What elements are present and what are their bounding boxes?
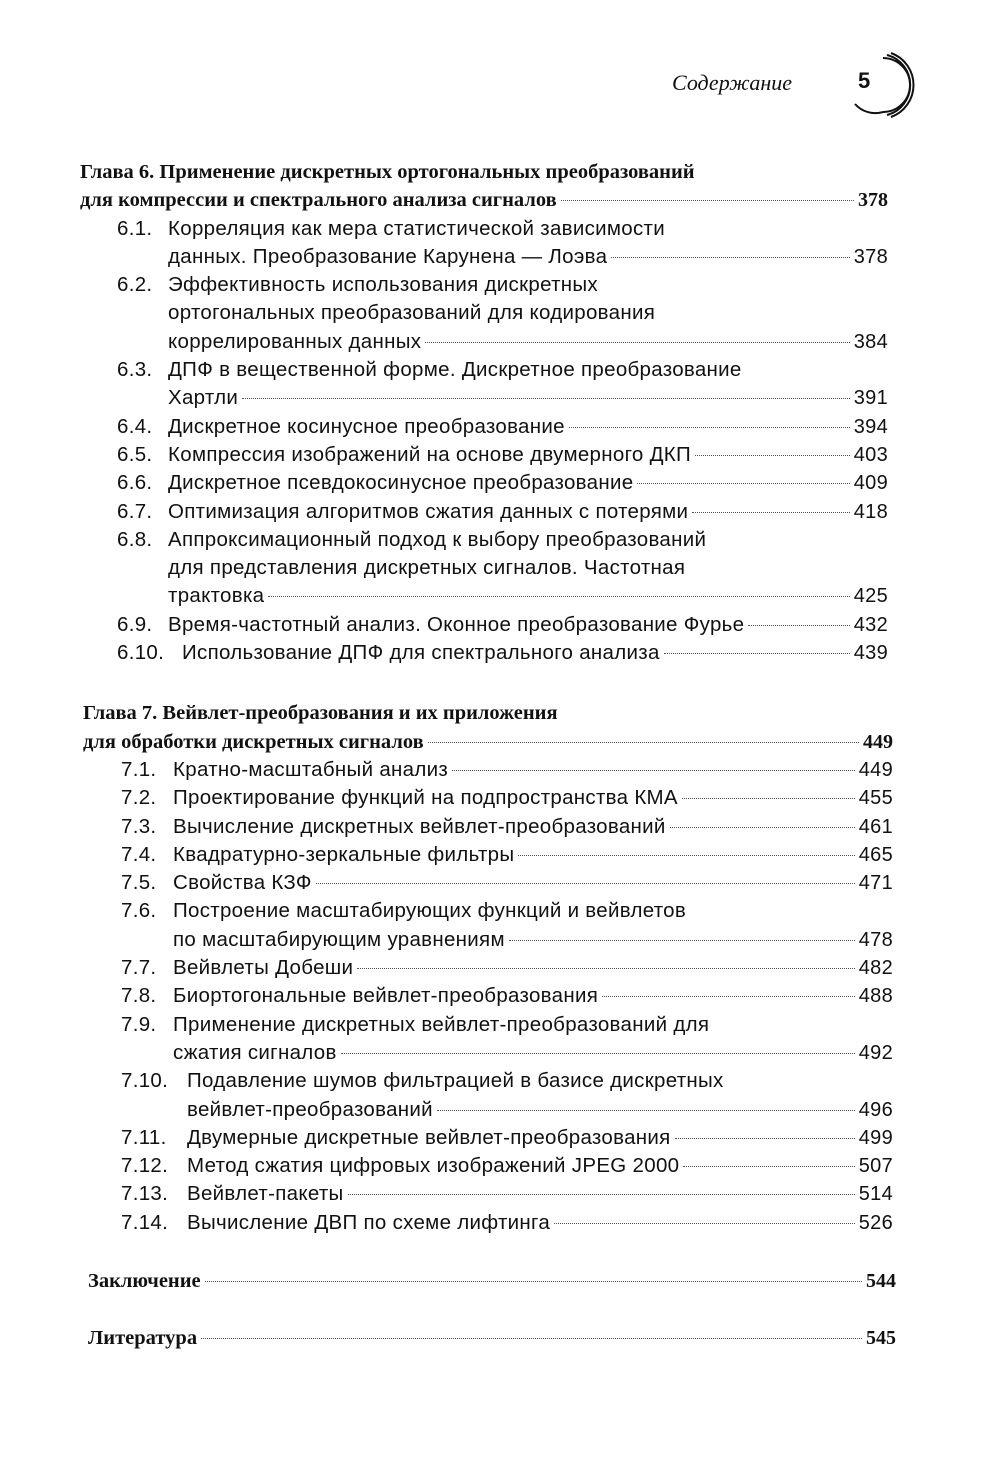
toc-entry: [0, 1124, 1000, 1152]
dot-leader: [201, 1338, 862, 1339]
entry-line: для представления дискретных сигналов. Частотная: [168, 556, 686, 580]
toc-line-with-page: [88, 1267, 896, 1295]
toc-line-with-page: [121, 982, 893, 1010]
section-number: 7.1.: [121, 757, 157, 781]
entry-text: Кратно-масштабный анализ: [173, 757, 449, 781]
entry-text: Двумерные дискретные вейвлет-преобразования: [187, 1125, 671, 1149]
entry-text: по масштабирующим уравнениям: [173, 927, 505, 951]
entry-line: 7.9. Применение дискретных вейвлет-преобразований для: [173, 1011, 1000, 1039]
toc-line-with-page: [80, 186, 888, 214]
section-number: 7.13.: [121, 1182, 169, 1206]
toc-line-with-page: [173, 926, 893, 954]
toc-line-with-page: [117, 413, 888, 441]
dot-leader: [675, 1138, 855, 1139]
section-number: 7.7.: [121, 956, 157, 980]
toc-entry: [0, 356, 1000, 413]
entry-line: 6.8. Аппроксимационный подход к выбору преобразований: [168, 526, 1000, 554]
dot-leader: [341, 1053, 855, 1054]
page-ref: 499: [858, 1126, 893, 1149]
entry-text: для обработки дискретных сигналов: [83, 730, 424, 753]
section-number: 7.12.: [121, 1154, 169, 1178]
section-number: 7.10.: [121, 1069, 169, 1093]
toc-entry: [0, 469, 1000, 497]
section-number: 7.6.: [121, 899, 157, 923]
section-number: 7.11.: [121, 1125, 167, 1149]
dot-leader: [611, 257, 849, 258]
page-ref: 449: [858, 758, 893, 781]
section-number: 7.14.: [121, 1210, 169, 1234]
toc-line-with-page: [121, 756, 893, 784]
toc-line-with-page: [168, 328, 888, 356]
page-ref: 492: [858, 1041, 893, 1064]
heading-line: Глава 6. Применение дискретных ортогональных преобразований: [80, 161, 695, 183]
section-number: 6.9.: [117, 612, 153, 636]
section-number: 7.9.: [121, 1012, 157, 1036]
page-ref: 432: [853, 613, 888, 636]
table-of-contents: [0, 158, 1000, 1353]
entry-text: Время-частотный анализ. Оконное преобразование Фурье: [168, 612, 745, 636]
dot-leader: [437, 1110, 855, 1111]
entry-text: Биортогональные вейвлет-преобразования: [173, 984, 599, 1008]
section-number: 6.1.: [117, 216, 153, 240]
entry-text: Компрессия изображений на основе двумерного ДКП: [168, 442, 692, 466]
section-number: 7.4.: [121, 842, 157, 866]
section-number: 7.5.: [121, 871, 157, 895]
page-ref: 514: [858, 1183, 893, 1206]
page-ref: 425: [853, 585, 888, 608]
toc-entry: [0, 869, 1000, 897]
toc-line-with-page: [117, 611, 888, 639]
entry-text: Вычисление дискретных вейвлет-преобразований: [173, 814, 666, 838]
entry-text: данных. Преобразование Карунена — Лоэва: [168, 244, 608, 268]
page-number: 5: [858, 68, 871, 93]
toc-entry: [0, 526, 1000, 611]
entry-line: 6.1. Корреляция как мера статистической зависимости: [168, 215, 1000, 243]
backmatter-references: [0, 1324, 1000, 1352]
page-number-arcs-icon: [845, 52, 915, 118]
entry-text: Использование ДПФ для спектрального анализа: [182, 641, 660, 665]
chapter-heading: [0, 699, 1000, 756]
entry-line: 6.2. Эффективность использования дискретных: [168, 271, 1000, 299]
toc-line-with-page: [121, 954, 893, 982]
page-ref: 526: [858, 1211, 893, 1234]
toc-line-with-page: [88, 1324, 896, 1352]
entry-text: сжатия сигналов: [173, 1040, 337, 1064]
toc-entry: [0, 441, 1000, 469]
dot-leader: [452, 770, 855, 771]
page-ref: 544: [866, 1269, 896, 1292]
toc-entry: [0, 784, 1000, 812]
dot-leader: [518, 855, 854, 856]
page-ref: 482: [858, 957, 893, 980]
dot-leader: [670, 827, 855, 828]
page-ref: 378: [853, 245, 888, 268]
toc-entry: [0, 954, 1000, 982]
toc-line-with-page: [117, 469, 888, 497]
section-number: 6.7.: [117, 499, 153, 523]
section-number: 6.8.: [117, 527, 153, 551]
toc-entry: [0, 498, 1000, 526]
entry-text: Метод сжатия цифровых изображений JPEG 2000: [187, 1154, 680, 1178]
entry-text: Проектирование функций на подпространства КМА: [173, 786, 678, 810]
entry-text: Вейвлет-пакеты: [187, 1182, 344, 1206]
toc-entry: [0, 1209, 1000, 1237]
page-ref: 507: [858, 1155, 893, 1178]
dot-leader: [242, 398, 850, 399]
toc-line-with-page: [121, 1180, 893, 1208]
toc-line-with-page: [121, 1209, 893, 1237]
entry-line: 7.6. Построение масштабирующих функций и вейвлетов: [173, 897, 1000, 925]
section-number: 6.2.: [117, 273, 153, 297]
section-number: 6.3.: [117, 358, 153, 382]
dot-leader: [561, 200, 854, 201]
toc-line-with-page: [117, 441, 888, 469]
entry-text: трактовка: [168, 584, 265, 608]
entry-text: Заключение: [88, 1269, 201, 1292]
page-ref: 403: [853, 443, 888, 466]
page-ref: 439: [853, 642, 888, 665]
page-ref: 465: [858, 843, 893, 866]
toc-line-with-page: [121, 1152, 893, 1180]
dot-leader: [428, 742, 859, 743]
entry-line: 6.3. ДПФ в вещественной форме. Дискретное преобразование: [168, 356, 1000, 384]
dot-leader: [348, 1194, 855, 1195]
toc-line-with-page: [121, 841, 893, 869]
toc-entry: [0, 982, 1000, 1010]
entry-line: ортогональных преобразований для кодирования: [168, 301, 656, 325]
entry-text: для компрессии и спектрального анализа сигналов: [80, 189, 557, 212]
section-number: 6.6.: [117, 471, 153, 495]
toc-line-with-page: [187, 1096, 893, 1124]
dot-leader: [695, 455, 850, 456]
dot-leader: [602, 996, 855, 997]
section-number: 6.5.: [117, 442, 153, 466]
section-number: 7.8.: [121, 984, 157, 1008]
entry-text: вейвлет-преобразований: [187, 1097, 433, 1121]
dot-leader: [692, 512, 849, 513]
chapter-heading: [0, 158, 1000, 215]
entry-line: 7.10. Подавление шумов фильтрацией в базисе дискретных: [187, 1067, 1000, 1095]
toc-line-with-page: [173, 1039, 893, 1067]
page-ref: 418: [853, 500, 888, 523]
section-number: 6.10.: [117, 641, 165, 665]
toc-entry: [0, 813, 1000, 841]
toc-entry: [0, 841, 1000, 869]
toc-entry: [0, 1011, 1000, 1068]
toc-entry: [0, 215, 1000, 272]
dot-leader: [664, 653, 850, 654]
dot-leader: [357, 968, 854, 969]
toc-line-with-page: [117, 498, 888, 526]
toc-line-with-page: [121, 784, 893, 812]
toc-line-with-page: [83, 728, 893, 756]
toc-entry: [0, 271, 1000, 356]
dot-leader: [554, 1223, 855, 1224]
page-ref: 496: [858, 1098, 893, 1121]
page-ref: 384: [853, 330, 888, 353]
page-ref: 449: [863, 730, 893, 753]
page-ref: 409: [853, 472, 888, 495]
toc-entry: [0, 639, 1000, 667]
toc-entry: [0, 1067, 1000, 1124]
chapter-6: [0, 158, 1000, 667]
entry-text: Литература: [88, 1327, 198, 1350]
toc-line-with-page: [121, 869, 893, 897]
dot-leader: [205, 1281, 862, 1282]
dot-leader: [748, 625, 849, 626]
heading-line: Глава 7. Вейвлет-преобразования и их приложения: [83, 702, 558, 725]
page-ref: 478: [858, 928, 893, 951]
toc-line-with-page: [168, 384, 888, 412]
toc-entry: [0, 413, 1000, 441]
dot-leader: [569, 427, 850, 428]
toc-entry: [0, 897, 1000, 954]
toc-entry: [0, 611, 1000, 639]
page-ref: 545: [866, 1327, 896, 1350]
entry-text: Дискретное псевдокосинусное преобразование: [168, 471, 634, 495]
page-ref: 455: [858, 787, 893, 810]
toc-entry: [0, 1152, 1000, 1180]
dot-leader: [682, 798, 855, 799]
entry-text: Оптимизация алгоритмов сжатия данных с потерями: [168, 499, 689, 523]
page-ref: 391: [853, 387, 888, 410]
toc-line-with-page: [117, 639, 888, 667]
toc-line-with-page: [168, 243, 888, 271]
page-ref: 471: [858, 872, 893, 895]
page-ref: 461: [858, 815, 893, 838]
entry-text: Квадратурно-зеркальные фильтры: [173, 842, 515, 866]
dot-leader: [316, 883, 855, 884]
toc-entry: [0, 1180, 1000, 1208]
running-title: Содержание: [672, 70, 793, 95]
page-ref: 378: [858, 189, 888, 212]
section-number: 7.2.: [121, 786, 157, 810]
toc-line-with-page: [121, 1124, 893, 1152]
dot-leader: [637, 483, 849, 484]
entry-text: Хартли: [168, 386, 239, 410]
entry-text: Вейвлеты Добеши: [173, 956, 354, 980]
toc-entry: [0, 756, 1000, 784]
entry-text: Дискретное косинусное преобразование: [168, 414, 565, 438]
backmatter-conclusion: [0, 1267, 1000, 1295]
chapter-7: [0, 699, 1000, 1237]
toc-line-with-page: [168, 582, 888, 610]
entry-text: Вычисление ДВП по схеме лифтинга: [187, 1210, 551, 1234]
dot-leader: [425, 342, 849, 343]
dot-leader: [509, 940, 855, 941]
section-number: 7.3.: [121, 814, 157, 838]
section-number: 6.4.: [117, 414, 153, 438]
dot-leader: [268, 596, 849, 597]
entry-text: коррелированных данных: [168, 329, 422, 353]
toc-line-with-page: [121, 813, 893, 841]
entry-text: Свойства КЗФ: [173, 871, 312, 895]
page-ref: 394: [853, 415, 888, 438]
dot-leader: [683, 1166, 854, 1167]
page-ref: 488: [858, 985, 893, 1008]
